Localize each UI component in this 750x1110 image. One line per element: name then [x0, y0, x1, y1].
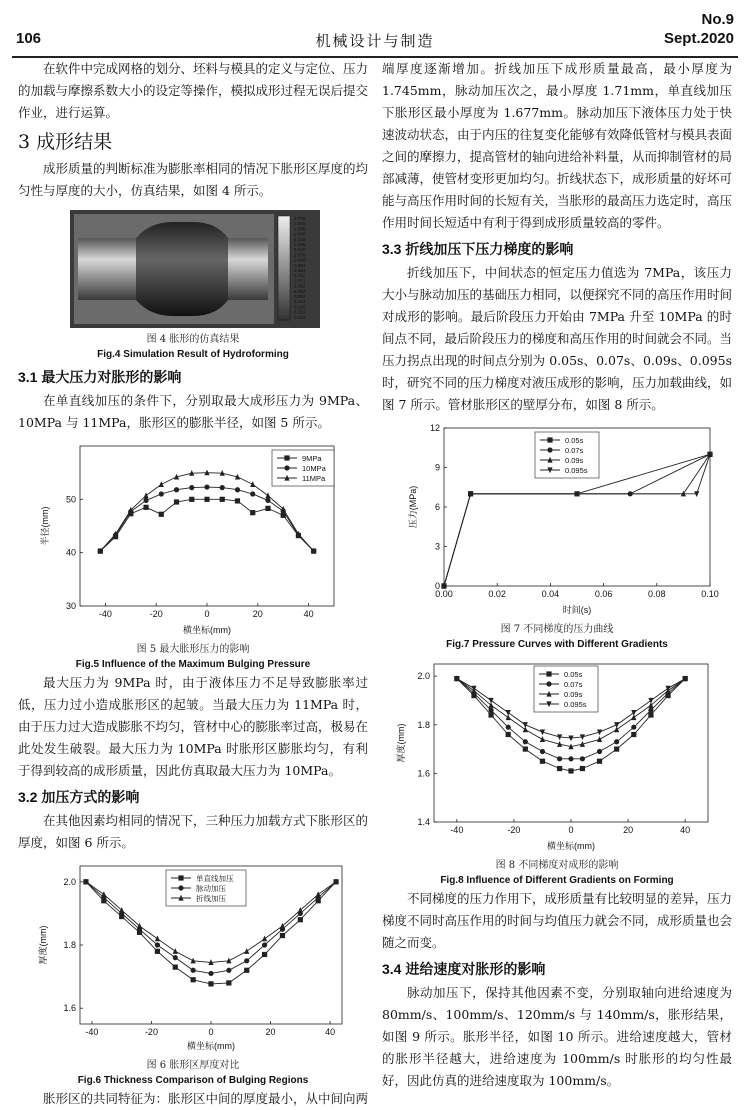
data-point	[244, 958, 249, 963]
data-point	[159, 481, 164, 487]
section-3-1-heading: 3.1 最大压力对胀形的影响	[18, 369, 182, 385]
data-point	[204, 484, 209, 489]
data-point	[244, 968, 249, 973]
data-point	[189, 497, 194, 502]
figure-8	[382, 656, 732, 856]
data-point	[119, 907, 124, 913]
paragraph-3-1-result: 最大压力为 9MPa 时，由于液体压力不足导致膨胀率过低，压力过小造成胀形区的起皱。当最大压力为 11MPa 时，由于压力过大造成膨胀不均匀，管材中心的膨胀率过高，极易在此处发生破裂。最大压力为 10MPa 时胀形区膨胀均匀，有利于得到较高的成形质量，因此仿真取最大压力为 10MPa。	[18, 675, 369, 778]
legend-label: 0.095s	[564, 700, 587, 709]
y-tick-label: 3	[434, 541, 440, 552]
fig4-legend-value: 1.918	[294, 221, 306, 227]
fig4-legend-value: 2.848	[294, 257, 306, 263]
legend-label: 0.07s	[565, 446, 584, 455]
y-tick-label: 0	[434, 581, 440, 591]
data-point	[174, 487, 179, 492]
fig4-legend-value: 2.653	[294, 268, 306, 273]
legend-marker	[284, 465, 289, 470]
fig4-legend-value: 3.112	[294, 299, 306, 305]
legend-label: 11MPa	[302, 474, 326, 483]
x-tick-label: 0.02	[488, 589, 506, 599]
page-number: 106	[16, 30, 42, 47]
x-tick-label: -20	[507, 825, 521, 835]
section-3-3-heading: 3.3 折线加压下压力梯度的影响	[382, 241, 574, 257]
x-tick-label: -20	[149, 609, 163, 619]
data-point	[137, 923, 142, 929]
data-point	[143, 505, 148, 510]
data-point	[648, 712, 653, 717]
y-axis-label: 压力(MPa)	[408, 485, 418, 529]
x-tick-label: 0	[568, 825, 574, 835]
legend-label: 0.09s	[564, 690, 583, 699]
y-tick-label: 1.6	[417, 768, 430, 779]
y-tick-label: 6	[434, 502, 440, 512]
data-point	[280, 933, 285, 938]
data-point	[648, 698, 653, 704]
data-point	[631, 710, 636, 716]
x-tick-label: 20	[252, 609, 263, 619]
data-point	[540, 749, 545, 754]
legend-label: 脉动加压	[196, 884, 226, 893]
y-tick-label: 1.4	[417, 817, 430, 827]
data-point	[614, 746, 619, 751]
data-point	[557, 756, 562, 761]
fig4-legend-value: 1.838	[294, 226, 306, 232]
data-point	[101, 891, 106, 897]
fig4-legend	[294, 216, 306, 320]
figure-7	[382, 420, 732, 620]
legend-label: 0.07s	[564, 680, 583, 689]
fig4-simulation-image	[18, 208, 368, 330]
x-tick-label: 0.00	[435, 589, 453, 599]
legend-label: 0.09s	[565, 456, 584, 465]
data-point	[204, 497, 209, 502]
legend-label: 10MPa	[302, 464, 326, 473]
x-tick-label: 0	[208, 1027, 214, 1037]
y-axis-label: 厚度(mm)	[396, 723, 406, 763]
data-point	[568, 736, 573, 742]
page-header	[12, 0, 738, 58]
legend-label: 0.095s	[565, 466, 588, 475]
data-point	[523, 722, 528, 728]
legend-marker	[178, 885, 183, 890]
data-point	[226, 968, 231, 973]
fig4-caption-cn: 图 4 胀形的仿真结果	[146, 334, 240, 345]
data-point	[155, 942, 160, 947]
issue-info	[664, 10, 734, 48]
data-point	[235, 487, 240, 492]
data-point	[280, 923, 285, 929]
x-tick-label: 40	[680, 825, 691, 835]
data-point	[316, 891, 321, 897]
x-tick-label: 0.08	[648, 589, 666, 599]
fig4-legend-value: 3.252	[294, 309, 306, 315]
x-tick-label: 40	[325, 1027, 336, 1037]
legend-marker	[546, 671, 551, 676]
data-point	[191, 968, 196, 973]
x-tick-label: -20	[144, 1027, 158, 1037]
section-3-heading: 3 成形结果	[18, 131, 113, 153]
section-3-2-heading: 3.2 加压方式的影响	[18, 789, 140, 805]
data-point	[648, 708, 653, 713]
fig4-legend-value: 3.303	[294, 314, 306, 320]
x-tick-label: -40	[85, 1027, 99, 1037]
data-point	[597, 736, 602, 742]
fig4-legend-value: 2.158	[294, 236, 306, 242]
legend-marker	[547, 437, 552, 442]
data-point	[631, 725, 636, 730]
data-point	[540, 759, 545, 764]
x-tick-label: 40	[303, 609, 314, 619]
data-point	[189, 485, 194, 490]
y-tick-label: 30	[65, 601, 76, 611]
x-tick-label: 0.06	[594, 589, 613, 599]
data-point	[191, 977, 196, 982]
issue-date: Sept.2020	[663, 30, 734, 47]
data-point	[631, 732, 636, 737]
data-point	[557, 766, 562, 771]
legend-marker	[178, 875, 183, 880]
data-point	[208, 971, 213, 976]
fig4-legend-value: 2.076	[294, 252, 306, 258]
data-point	[523, 746, 528, 751]
data-point	[597, 759, 602, 764]
data-point	[488, 698, 493, 704]
paragraph-3-3-result: 不同梯度的压力作用下，成形质量有比较明显的差异，压力梯度不同时高压作用的时间与均值压力就会不同，成形质量也会随之而变。	[382, 891, 733, 950]
data-point	[191, 958, 196, 964]
fig8-caption-en: Fig.8 Influence of Different Gradients on Forming	[440, 875, 674, 886]
y-tick-label: 12	[429, 423, 440, 433]
x-tick-label: -40	[450, 825, 464, 835]
right-column	[382, 58, 732, 1092]
fig4-caption-en: Fig.4 Simulation Result of Hydroforming	[97, 349, 289, 360]
y-tick-label: 1.8	[63, 940, 76, 950]
fig8-chart	[382, 656, 732, 852]
data-point	[568, 756, 573, 761]
paragraph-3-4: 脉动加压下，保持其他因素不变，分别取轴向进给速度为 80mm/s、100mm/s、120mm/s 与 140mm/s，胀形结果，如图 9 所示。胀形半径，如图 10 所示。进给速度越大，管材的胀形半径越大，进给速度为 100mm/s 时胀形的均匀性最好，因此仿真的进给速度取为 100mm/s。	[382, 985, 732, 1088]
y-axis-label: 厚度(mm)	[38, 925, 48, 965]
data-point	[568, 768, 573, 773]
paragraph-quality: 成形质量的判断标准为膨胀率相同的情况下胀形区厚度的均匀性与厚度的大小，仿真结果，如图 4 所示。	[18, 161, 369, 198]
legend-label: 0.05s	[565, 436, 584, 445]
legend-marker	[546, 681, 551, 686]
fig8-caption-cn: 图 8 不同梯度对成形的影响	[495, 860, 619, 871]
data-point	[488, 712, 493, 717]
fig4-legend-value: 2.040	[294, 231, 306, 237]
paragraph-3-1: 在单直线加压的条件下，分别取最大成形压力为 9MPa、10MPa 与 11MPa，胀形区的膨胀半径，如图 5 所示。	[18, 393, 368, 430]
data-point	[143, 498, 148, 503]
data-point	[250, 510, 255, 515]
data-point	[298, 917, 303, 922]
legend-label: 折线加压	[196, 894, 226, 903]
data-point	[155, 935, 160, 941]
figure-4	[18, 208, 368, 330]
section-3-4-heading: 3.4 进给速度对胀形的影响	[382, 961, 546, 977]
x-axis-label: 时间(s)	[562, 605, 592, 615]
fig6-caption-cn: 图 6 胀形区厚度对比	[146, 1060, 240, 1071]
y-tick-label: 50	[65, 494, 76, 505]
data-point	[159, 491, 164, 496]
data-point	[174, 499, 179, 504]
figure-6	[18, 858, 368, 1056]
data-point	[540, 736, 545, 742]
data-point	[235, 498, 240, 503]
paragraph-intro: 在软件中完成网格的划分、坯料与模具的定义与定位、压力的加载与摩擦系数大小的设定等操作，模拟成形过程无误后提交作业，进行运算。	[18, 61, 369, 120]
x-tick-label: -40	[98, 609, 112, 619]
data-point	[220, 485, 225, 490]
data-point	[298, 907, 303, 913]
left-column	[18, 58, 368, 1110]
journal-title: 机械设计与制造	[315, 32, 435, 50]
y-tick-label: 9	[434, 462, 440, 473]
data-point	[614, 739, 619, 744]
figure-5	[18, 438, 368, 640]
data-point	[665, 686, 670, 692]
fig4-legend-value: 1.708	[294, 216, 306, 221]
y-tick-label: 2.0	[63, 876, 76, 887]
paragraph-3-2-result: 胀形区的共同特征为：胀形区中间的厚度最小，从中间向两	[43, 1091, 369, 1106]
paragraph-3-2: 在其他因素均相同的情况下，三种压力加载方式下胀形区的厚度，如图 6 所示。	[18, 813, 369, 850]
fig4-legend-value: 2.852	[294, 283, 306, 289]
data-point	[523, 739, 528, 744]
x-axis-label: 横坐标(mm)	[183, 625, 231, 635]
data-point	[173, 955, 178, 960]
fig7-caption-en: Fig.7 Pressure Curves with Different Gradients	[446, 639, 668, 650]
data-point	[244, 948, 249, 954]
data-point	[262, 942, 267, 947]
fig5-caption-cn: 图 5 最大胀形压力的影响	[136, 644, 250, 655]
data-point	[173, 948, 178, 954]
data-point	[281, 506, 286, 512]
y-tick-label: 2.0	[417, 671, 430, 682]
issue-number: No.9	[701, 11, 734, 28]
data-point	[265, 506, 270, 511]
x-tick-label: 20	[623, 825, 634, 835]
series-line	[100, 487, 313, 551]
data-point	[506, 725, 511, 730]
legend-label: 9MPa	[302, 454, 322, 463]
fig4-legend-value: 2.691	[294, 262, 306, 268]
x-tick-label: 0	[204, 609, 210, 619]
x-tick-label: 0.04	[541, 589, 560, 599]
data-point	[250, 491, 255, 496]
data-point	[580, 766, 585, 771]
fig4-legend-value: 3.142	[294, 304, 306, 310]
fig6-caption-en: Fig.6 Thickness Comparison of Bulging Regions	[77, 1075, 309, 1086]
data-point	[614, 722, 619, 728]
data-point	[262, 935, 267, 941]
legend-label: 0.05s	[564, 670, 583, 679]
data-point	[220, 497, 225, 502]
data-point	[226, 958, 231, 964]
fig4-legend-value: 2.992	[294, 288, 306, 294]
data-point	[506, 732, 511, 737]
x-tick-label: 20	[265, 1027, 276, 1037]
data-point	[506, 710, 511, 716]
x-axis-label: 横坐标(mm)	[547, 841, 595, 851]
data-point	[173, 965, 178, 970]
legend-label: 单直线加压	[196, 874, 234, 883]
fig7-chart	[382, 420, 732, 616]
y-tick-label: 1.6	[63, 1003, 76, 1014]
x-axis-label: 横坐标(mm)	[187, 1041, 235, 1051]
data-point	[143, 492, 148, 498]
fig4-legend-value: 2.711	[294, 273, 306, 279]
data-point	[265, 498, 270, 503]
legend-marker	[284, 455, 289, 460]
data-point	[471, 686, 476, 692]
y-tick-label: 40	[65, 547, 76, 558]
data-point	[155, 949, 160, 954]
fig7-caption-cn: 图 7 不同梯度的压力曲线	[500, 624, 614, 635]
fig5-chart	[18, 438, 368, 636]
y-axis-label: 半径(mm)	[40, 506, 50, 546]
data-point	[250, 481, 255, 487]
data-point	[597, 749, 602, 754]
y-tick-label: 1.8	[417, 719, 430, 730]
paragraph-3-3: 折线加压下，中间状态的恒定压力值选为 7MPa，该压力大小与脉动加压的基础压力相同，以便探究不同的高压作用时间对成形的影响。最后阶段压力开始由 7MPa 升至 10MPa 的时间点不同，最后阶段压力的梯度和高压作用的时间就会不同。当压力拐点出现的时间点分别为 0.05s、0.07s、0.09s、0.095s 时，研究不同的压力梯度对液压成形的影响，压力加载曲线，如图 7 所示。管材胀形区的壁厚分布，如图 8 所示。	[382, 265, 733, 412]
data-point	[488, 708, 493, 713]
paragraph-continued: 端厚度逐渐增加。折线加压下成形质量最高，最小厚度为 1.745mm，脉动加压次之，最小厚度 1.71mm，单直线加压下胀形区最小厚度为 1.677mm。脉动加压下液体压力处于快速波动状态，由于内压的往复变化能够有效降低管材与模具表面之间的摩擦力，提高管材的轴向进给补料量，从而抑制管材的局部减薄，使管材变形更加均匀。折线状态下，成形质量的好坏可能与高压作用时间的长短有关，当胀形的最高压力选定时，高压作用时间长短适中有利于得到成形质量较高的零件。	[382, 61, 733, 230]
data-point	[580, 756, 585, 761]
legend-marker	[547, 447, 552, 452]
data-point	[226, 980, 231, 985]
data-point	[208, 981, 213, 986]
fig4-legend-value: 2.848	[294, 247, 306, 253]
fig6-chart	[18, 858, 368, 1052]
data-point	[265, 492, 270, 498]
fig4-legend-value: 2.056	[294, 242, 306, 247]
fig5-caption-en: Fig.5 Influence of the Maximum Bulging Pressure	[75, 659, 311, 670]
data-point	[262, 952, 267, 957]
fig4-legend-value: 3.092	[294, 294, 306, 299]
data-point	[159, 512, 164, 517]
x-tick-label: 0.10	[701, 589, 719, 599]
fig4-legend-value: 2.771	[294, 278, 306, 284]
